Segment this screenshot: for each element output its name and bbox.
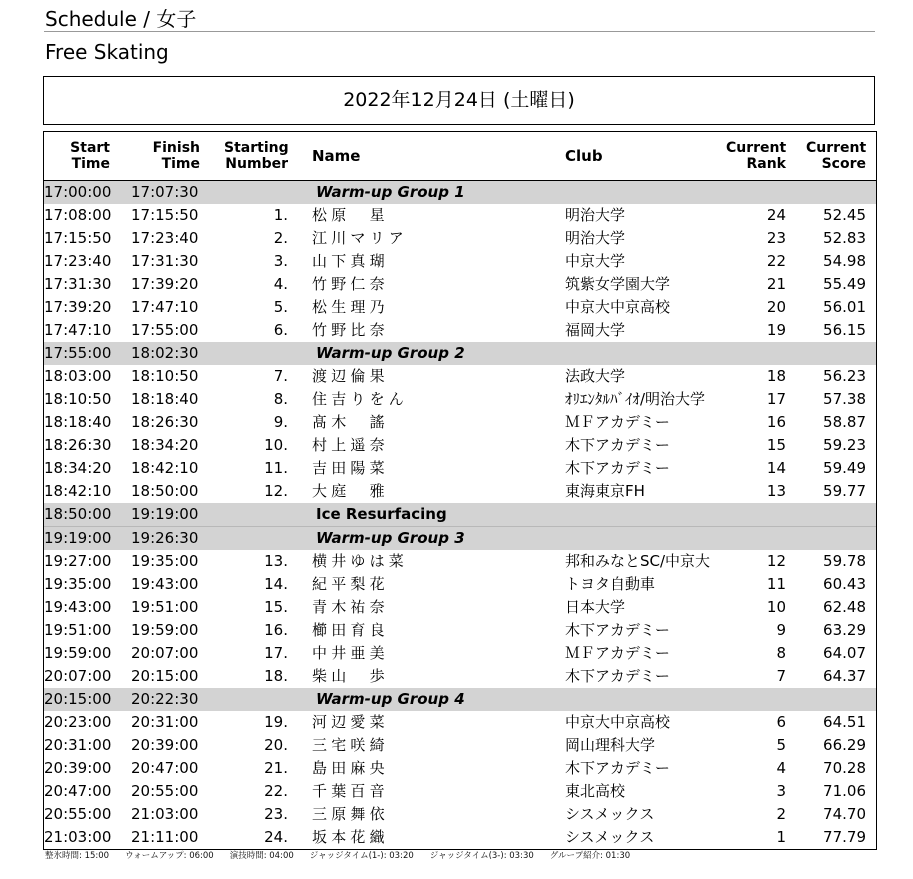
current-rank-cell: 10: [766, 598, 786, 616]
starting-number-cell: 3.: [273, 252, 288, 270]
current-score-cell: 57.38: [823, 390, 866, 408]
current-rank-cell: 4: [776, 759, 786, 777]
finish-time-cell: 19:35:00: [131, 552, 199, 570]
current-score-cell: 74.70: [823, 805, 866, 823]
current-rank-cell: 23: [766, 229, 786, 247]
current-score-cell: 63.29: [823, 621, 866, 639]
current-rank-cell: 3: [776, 782, 786, 800]
start-time-cell: 19:51:00: [44, 621, 112, 639]
table-body: [44, 181, 876, 849]
current-score-cell: 64.07: [823, 644, 866, 662]
finish-time-cell: 17:07:30: [131, 183, 199, 201]
start-time-cell: 20:07:00: [44, 667, 112, 685]
start-time-cell: 17:23:40: [44, 252, 112, 270]
table-header: [44, 132, 876, 181]
finish-time-cell: 20:39:00: [131, 736, 199, 754]
footer-timing-item: ジャッジタイム(1-): 03:20: [309, 851, 414, 861]
group-label-cell: Warm-up Group 4: [316, 690, 465, 708]
skater-row: [44, 457, 876, 480]
start-time-cell: 17:00:00: [44, 183, 112, 201]
finish-time-cell: 17:31:30: [131, 252, 199, 270]
current-rank-cell: 21: [766, 275, 786, 293]
skater-name-cell: 松原 星: [312, 206, 389, 224]
skater-row: [44, 573, 876, 596]
finish-time-cell: 20:55:00: [131, 782, 199, 800]
club-cell: 木下アカデミー: [565, 759, 670, 777]
skater-name-cell: 江川マリア: [312, 229, 409, 247]
current-rank-cell: 6: [776, 713, 786, 731]
schedule-table: [43, 131, 877, 850]
current-score-cell: 56.01: [823, 298, 866, 316]
current-score-cell: 55.49: [823, 275, 866, 293]
skater-row: [44, 642, 876, 665]
finish-time-cell: 20:47:00: [131, 759, 199, 777]
starting-number-cell: 5.: [273, 298, 288, 316]
skater-name-cell: 住吉りをん: [312, 390, 409, 408]
finish-time-cell: 20:22:30: [131, 690, 199, 708]
start-time-cell: 18:34:20: [44, 459, 112, 477]
skater-row: [44, 365, 876, 388]
warmup-group-row: [44, 342, 876, 365]
group-label-cell: Warm-up Group 2: [316, 344, 465, 362]
club-cell: 法政大学: [565, 367, 626, 385]
skater-row: [44, 757, 876, 780]
club-cell: 中京大学: [565, 252, 626, 270]
current-rank-cell: 5: [776, 736, 786, 754]
skater-row: [44, 803, 876, 826]
current-score-cell: 58.87: [823, 413, 866, 431]
skater-row: [44, 273, 876, 296]
start-time-cell: 18:42:10: [44, 482, 112, 500]
club-cell: 木下アカデミー: [565, 621, 670, 639]
header-starting-number: Starting Number: [224, 140, 289, 172]
current-score-cell: 62.48: [823, 598, 866, 616]
skater-name-cell: 松生理乃: [312, 298, 389, 316]
starting-number-cell: 21.: [264, 759, 288, 777]
skater-row: [44, 780, 876, 803]
skater-row: [44, 204, 876, 227]
starting-number-cell: 1.: [273, 206, 288, 224]
club-cell: 明治大学: [565, 206, 626, 224]
starting-number-cell: 9.: [273, 413, 288, 431]
header-start-time: Start Time: [70, 140, 110, 172]
skater-name-cell: 青木祐奈: [312, 598, 389, 616]
page-title: Schedule / 女子: [45, 7, 197, 31]
club-cell: ＭＦアカデミー: [565, 644, 670, 662]
header-finish-time: Finish Time: [152, 140, 200, 172]
club-cell: トヨタ自動車: [565, 575, 656, 593]
start-time-cell: 19:35:00: [44, 575, 112, 593]
skater-row: [44, 227, 876, 250]
finish-time-cell: 17:15:50: [131, 206, 199, 224]
finish-time-cell: 18:50:00: [131, 482, 199, 500]
current-score-cell: 66.29: [823, 736, 866, 754]
group-label-cell: Warm-up Group 3: [316, 529, 465, 547]
current-score-cell: 52.45: [823, 206, 866, 224]
finish-time-cell: 18:18:40: [131, 390, 199, 408]
starting-number-cell: 22.: [264, 782, 288, 800]
skater-name-cell: 大庭 雅: [312, 482, 389, 500]
skater-name-cell: 坂本花織: [312, 828, 389, 846]
current-rank-cell: 20: [766, 298, 786, 316]
current-rank-cell: 18: [766, 367, 786, 385]
footer-timing-item: 演技時間: 04:00: [229, 851, 294, 861]
current-rank-cell: 15: [766, 436, 786, 454]
skater-row: [44, 734, 876, 757]
current-score-cell: 64.51: [823, 713, 866, 731]
group-label-cell: Warm-up Group 1: [316, 183, 465, 201]
current-score-cell: 56.23: [823, 367, 866, 385]
club-cell: 東海東京FH: [565, 482, 645, 500]
current-score-cell: 59.77: [823, 482, 866, 500]
skater-name-cell: 髙木 謠: [312, 413, 389, 431]
warmup-group-row: [44, 526, 876, 550]
finish-time-cell: 20:07:00: [131, 644, 199, 662]
skater-row: [44, 296, 876, 319]
current-score-cell: 59.78: [823, 552, 866, 570]
starting-number-cell: 24.: [264, 828, 288, 846]
finish-time-cell: 17:23:40: [131, 229, 199, 247]
current-rank-cell: 19: [766, 321, 786, 339]
club-cell: 邦和みなとSC/中京大: [565, 552, 711, 570]
club-cell: 木下アカデミー: [565, 459, 670, 477]
warmup-group-row: [44, 688, 876, 711]
start-time-cell: 21:03:00: [44, 828, 112, 846]
finish-time-cell: 19:51:00: [131, 598, 199, 616]
start-time-cell: 19:19:00: [44, 529, 112, 547]
current-score-cell: 77.79: [823, 828, 866, 846]
skater-name-cell: 渡辺倫果: [312, 367, 389, 385]
current-rank-cell: 22: [766, 252, 786, 270]
current-rank-cell: 9: [776, 621, 786, 639]
current-score-cell: 59.49: [823, 459, 866, 477]
footer-timing-item: 整氷時間: 15:00: [45, 851, 110, 861]
current-rank-cell: 14: [766, 459, 786, 477]
skater-name-cell: 竹野比奈: [312, 321, 389, 339]
start-time-cell: 20:47:00: [44, 782, 112, 800]
timing-footer: [45, 849, 646, 861]
starting-number-cell: 8.: [273, 390, 288, 408]
skater-row: [44, 319, 876, 342]
starting-number-cell: 16.: [264, 621, 288, 639]
start-time-cell: 17:39:20: [44, 298, 112, 316]
finish-time-cell: 17:47:10: [131, 298, 199, 316]
club-cell: シスメックス: [565, 828, 655, 846]
start-time-cell: 17:47:10: [44, 321, 112, 339]
finish-time-cell: 20:15:00: [131, 667, 199, 685]
starting-number-cell: 13.: [264, 552, 288, 570]
starting-number-cell: 18.: [264, 667, 288, 685]
title-divider: [44, 31, 875, 32]
finish-time-cell: 19:19:00: [131, 505, 199, 523]
finish-time-cell: 19:43:00: [131, 575, 199, 593]
current-score-cell: 52.83: [823, 229, 866, 247]
header-name: Name: [312, 147, 361, 165]
header-club: Club: [565, 147, 603, 165]
skater-row: [44, 434, 876, 457]
club-cell: 中京大中京高校: [565, 713, 671, 731]
start-time-cell: 18:03:00: [44, 367, 112, 385]
skater-name-cell: 三原舞依: [312, 805, 389, 823]
club-cell: ＭＦアカデミー: [565, 413, 670, 431]
starting-number-cell: 6.: [273, 321, 288, 339]
current-rank-cell: 2: [776, 805, 786, 823]
finish-time-cell: 21:11:00: [131, 828, 199, 846]
club-cell: 木下アカデミー: [565, 667, 670, 685]
current-rank-cell: 17: [766, 390, 786, 408]
starting-number-cell: 14.: [264, 575, 288, 593]
footer-timing-item: ウォームアップ: 06:00: [125, 851, 214, 861]
skater-name-cell: 河辺愛菜: [312, 713, 389, 731]
club-cell: 岡山理科大学: [565, 736, 656, 754]
skater-name-cell: 横井ゆは菜: [312, 552, 409, 570]
skater-row: [44, 711, 876, 734]
skater-name-cell: 中井亜美: [312, 644, 389, 662]
current-score-cell: 64.37: [823, 667, 866, 685]
finish-time-cell: 18:02:30: [131, 344, 199, 362]
ice-resurfacing-row: [44, 503, 876, 526]
skater-name-cell: 村上遥奈: [312, 436, 389, 454]
club-cell: 東北高校: [565, 782, 626, 800]
group-label-cell: Ice Resurfacing: [316, 505, 447, 523]
skater-row: [44, 665, 876, 688]
current-rank-cell: 11: [766, 575, 786, 593]
skater-row: [44, 826, 876, 849]
finish-time-cell: 21:03:00: [131, 805, 199, 823]
header-current-score: Current Score: [806, 140, 867, 172]
finish-time-cell: 17:55:00: [131, 321, 199, 339]
start-time-cell: 17:08:00: [44, 206, 112, 224]
finish-time-cell: 19:59:00: [131, 621, 199, 639]
current-score-cell: 71.06: [823, 782, 866, 800]
footer-timing-item: グループ紹介: 01:30: [549, 851, 631, 861]
date-banner: [43, 76, 875, 125]
start-time-cell: 18:18:40: [44, 413, 112, 431]
starting-number-cell: 15.: [264, 598, 288, 616]
finish-time-cell: 20:31:00: [131, 713, 199, 731]
starting-number-cell: 12.: [264, 482, 288, 500]
start-time-cell: 19:43:00: [44, 598, 112, 616]
skater-row: [44, 480, 876, 503]
club-cell: ｵﾘｴﾝﾀﾙﾊﾞｲｵ/明治大学: [565, 390, 706, 408]
skater-name-cell: 紀平梨花: [312, 575, 389, 593]
starting-number-cell: 23.: [264, 805, 288, 823]
skater-row: [44, 596, 876, 619]
starting-number-cell: 2.: [273, 229, 288, 247]
starting-number-cell: 10.: [264, 436, 288, 454]
skater-row: [44, 388, 876, 411]
current-score-cell: 59.23: [823, 436, 866, 454]
segment-subtitle: Free Skating: [45, 40, 169, 64]
skater-name-cell: 山下真瑚: [312, 252, 389, 270]
finish-time-cell: 18:26:30: [131, 413, 199, 431]
skater-name-cell: 竹野仁奈: [312, 275, 389, 293]
start-time-cell: 18:10:50: [44, 390, 112, 408]
finish-time-cell: 18:34:20: [131, 436, 199, 454]
club-cell: 日本大学: [565, 598, 626, 616]
skater-row: [44, 619, 876, 642]
start-time-cell: 19:27:00: [44, 552, 112, 570]
finish-time-cell: 17:39:20: [131, 275, 199, 293]
skater-row: [44, 550, 876, 573]
start-time-cell: 18:26:30: [44, 436, 112, 454]
club-cell: 筑紫女学園大学: [565, 275, 671, 293]
starting-number-cell: 4.: [273, 275, 288, 293]
skater-name-cell: 島田麻央: [312, 759, 389, 777]
start-time-cell: 17:55:00: [44, 344, 112, 362]
header-current-rank: Current Rank: [726, 140, 787, 172]
current-rank-cell: 8: [776, 644, 786, 662]
current-rank-cell: 24: [766, 206, 786, 224]
skater-name-cell: 櫛田育良: [312, 621, 389, 639]
skater-name-cell: 柴山 歩: [312, 667, 389, 685]
start-time-cell: 20:39:00: [44, 759, 112, 777]
start-time-cell: 17:31:30: [44, 275, 112, 293]
finish-time-cell: 19:26:30: [131, 529, 199, 547]
footer-timing-item: ジャッジタイム(3-): 03:30: [429, 851, 534, 861]
current-score-cell: 70.28: [823, 759, 866, 777]
starting-number-cell: 11.: [264, 459, 288, 477]
current-rank-cell: 16: [766, 413, 786, 431]
start-time-cell: 17:15:50: [44, 229, 112, 247]
skater-name-cell: 三宅咲綺: [312, 736, 389, 754]
current-score-cell: 54.98: [823, 252, 866, 270]
start-time-cell: 20:31:00: [44, 736, 112, 754]
starting-number-cell: 20.: [264, 736, 288, 754]
start-time-cell: 20:23:00: [44, 713, 112, 731]
current-score-cell: 60.43: [823, 575, 866, 593]
club-cell: 福岡大学: [565, 321, 626, 339]
starting-number-cell: 19.: [264, 713, 288, 731]
current-score-cell: 56.15: [823, 321, 866, 339]
event-date: 2022年12月24日 (土曜日): [343, 89, 575, 111]
finish-time-cell: 18:42:10: [131, 459, 199, 477]
club-cell: シスメックス: [565, 805, 655, 823]
start-time-cell: 18:50:00: [44, 505, 112, 523]
current-rank-cell: 1: [776, 828, 786, 846]
start-time-cell: 20:15:00: [44, 690, 112, 708]
warmup-group-row: [44, 181, 876, 204]
starting-number-cell: 17.: [264, 644, 288, 662]
skater-name-cell: 吉田陽菜: [312, 459, 389, 477]
club-cell: 明治大学: [565, 229, 626, 247]
start-time-cell: 20:55:00: [44, 805, 112, 823]
skater-row: [44, 250, 876, 273]
starting-number-cell: 7.: [273, 367, 288, 385]
skater-row: [44, 411, 876, 434]
current-rank-cell: 13: [766, 482, 786, 500]
skater-name-cell: 千葉百音: [312, 782, 389, 800]
current-rank-cell: 7: [776, 667, 786, 685]
current-rank-cell: 12: [766, 552, 786, 570]
club-cell: 木下アカデミー: [565, 436, 670, 454]
finish-time-cell: 18:10:50: [131, 367, 199, 385]
club-cell: 中京大中京高校: [565, 298, 671, 316]
start-time-cell: 19:59:00: [44, 644, 112, 662]
